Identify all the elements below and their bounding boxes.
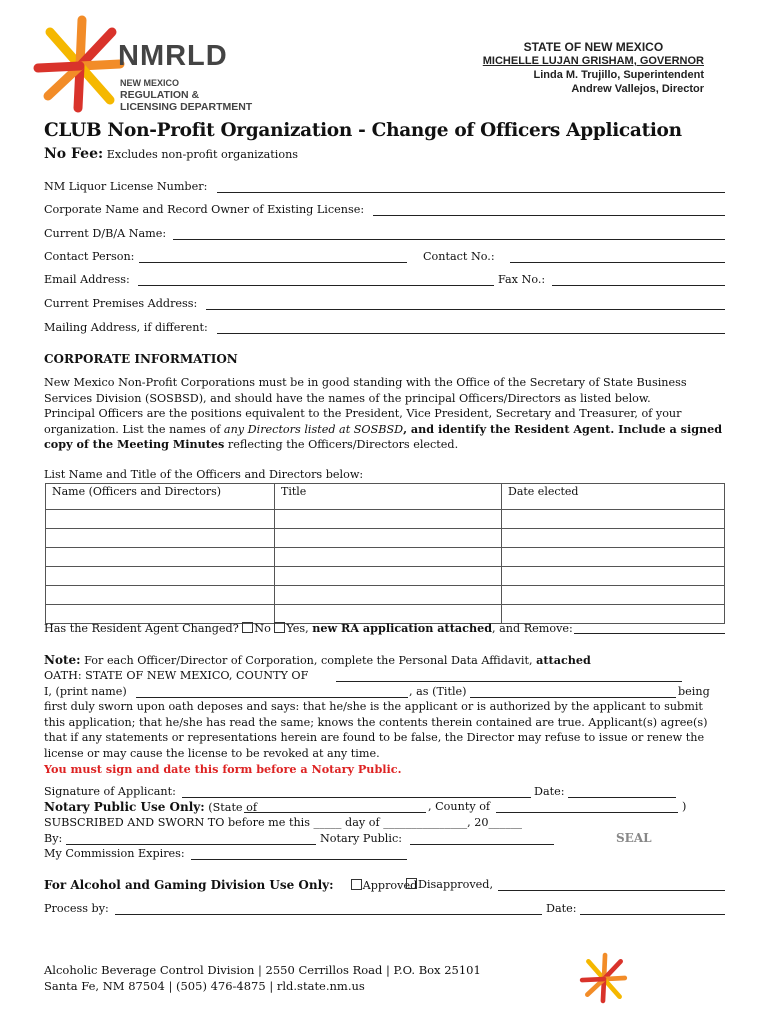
form-title: CLUB Non-Profit Organization - Change of Officers Application xyxy=(44,120,682,141)
county-of-label: , County of xyxy=(428,800,491,813)
process-by-label: Process by: xyxy=(44,902,109,915)
signature-date-label: Date: xyxy=(534,785,565,798)
officers-table xyxy=(45,483,725,624)
starburst-logo-icon xyxy=(30,14,130,114)
email-label: Email Address: xyxy=(44,273,130,286)
logo-wordmark: NMRLD xyxy=(118,40,228,72)
oath-line-4: license or may cause the license to be revoked at any time. xyxy=(44,746,380,760)
notary-county-input[interactable] xyxy=(496,800,678,813)
process-date-label: Date: xyxy=(546,902,577,915)
table-header-row xyxy=(46,484,725,510)
corporate-heading: CORPORATE INFORMATION xyxy=(44,352,238,366)
footer-starburst-icon xyxy=(578,952,630,1004)
corporate-line-2: Services Division (SOSBSD), and should have the names of the principal Officers/Directors as listed below. xyxy=(44,391,651,405)
superintendent-name: Linda M. Trujillo, Superintendent xyxy=(533,69,704,81)
commission-input[interactable] xyxy=(191,847,407,860)
premises-address-label: Current Premises Address: xyxy=(44,297,198,310)
mailing-address-input[interactable] xyxy=(217,321,725,334)
disapproved-reason-input[interactable] xyxy=(498,878,725,891)
corporate-name-input[interactable] xyxy=(373,203,725,216)
resident-agent-question: Has the Resident Agent Changed? No Yes, new RA application attached, and Remove: xyxy=(44,621,573,635)
oath-text xyxy=(44,699,708,761)
fax-label: Fax No.: xyxy=(498,273,546,286)
logo-subtitle-3: LICENSING DEPARTMENT xyxy=(120,101,253,113)
mailing-address-label: Mailing Address, if different: xyxy=(44,321,208,334)
note-line: Note: For each Officer/Director of Corporation, complete the Personal Data Affidavit, attached xyxy=(44,653,591,667)
table-row[interactable] xyxy=(46,529,725,548)
corporate-name-label: Corporate Name and Record Owner of Existing License: xyxy=(44,203,365,216)
county-input[interactable] xyxy=(336,669,682,682)
footer-address xyxy=(44,962,481,994)
notary-public-label: Notary Public: xyxy=(320,832,402,845)
division-use-line: For Alcohol and Gaming Division Use Only: Approved xyxy=(44,878,418,892)
signature-date-input[interactable] xyxy=(568,785,676,798)
title-input[interactable] xyxy=(470,685,676,698)
notary-public-input[interactable] xyxy=(410,832,554,845)
oath-line-2: this application; that he/she has read the same; knows the contents therein contained are true. Applicant(s) agree(s) xyxy=(44,715,708,729)
corporate-paragraph xyxy=(44,375,734,453)
process-by-input[interactable] xyxy=(115,902,542,915)
officers-list-label: List Name and Title of the Officers and Directors below: xyxy=(44,468,364,481)
logo-subtitle-2: REGULATION & xyxy=(120,89,200,101)
col-name-header: Name (Officers and Directors) xyxy=(46,484,275,510)
table-row[interactable] xyxy=(46,586,725,605)
director-name: Andrew Vallejos, Director xyxy=(571,83,704,95)
license-number-input[interactable] xyxy=(217,180,725,193)
no-checkbox[interactable] xyxy=(242,622,253,633)
governor-name: MICHELLE LUJAN GRISHAM, GOVERNOR xyxy=(482,55,704,67)
table-row[interactable] xyxy=(46,510,725,529)
contact-person-label: Contact Person: xyxy=(44,250,135,263)
oath-line-1: first duly sworn upon oath deposes and says: that he/she is the applicant or is authorized by the applicant to submit xyxy=(44,700,703,713)
signature-label: Signature of Applicant: xyxy=(44,785,176,798)
table-row[interactable] xyxy=(46,548,725,567)
being-label: being xyxy=(678,685,710,698)
state-name: STATE OF NEW MEXICO xyxy=(523,40,664,54)
notary-warning: You must sign and date this form before a Notary Public. xyxy=(44,762,402,776)
nmrld-logo xyxy=(30,14,270,114)
yes-checkbox[interactable] xyxy=(274,622,285,633)
seal-label: SEAL xyxy=(616,831,652,845)
dba-name-label: Current D/B/A Name: xyxy=(44,227,167,240)
print-name-label: I, (print name) xyxy=(44,685,127,698)
footer-line-2: Santa Fe, NM 87504 | (505) 476-4875 | rld.state.nm.us xyxy=(44,979,365,993)
oath-line-3: that if any statements or representations herein are found to be false, the Director may refuse to issue or renew the xyxy=(44,731,705,745)
header-officials xyxy=(483,40,704,96)
commission-label: My Commission Expires: xyxy=(44,847,185,860)
contact-no-input[interactable] xyxy=(510,250,725,263)
by-input[interactable] xyxy=(66,832,316,845)
fee-text: Excludes non-profit organizations xyxy=(106,148,299,161)
subscribed-line: SUBSCRIBED AND SWORN TO before me this _____ day of _______________, 20______ xyxy=(44,816,523,829)
corporate-line-1: New Mexico Non-Profit Corporations must be in good standing with the Office of the Secretary of State Business xyxy=(44,376,687,389)
corporate-line-5: copy of the Meeting Minutes reflecting the Officers/Directors elected. xyxy=(44,437,459,452)
logo-subtitle-1: NEW MEXICO xyxy=(120,78,180,88)
process-date-input[interactable] xyxy=(580,902,725,915)
by-label: By: xyxy=(44,832,63,845)
approved-checkbox[interactable] xyxy=(351,879,362,890)
notary-state-input[interactable] xyxy=(244,800,426,813)
col-title-header: Title xyxy=(275,484,502,510)
contact-no-label: Contact No.: xyxy=(423,250,495,263)
disapproved-option: Disapproved, xyxy=(406,878,493,891)
premises-address-input[interactable] xyxy=(206,297,725,310)
fee-label: No Fee: xyxy=(44,146,104,162)
remove-agent-input[interactable] xyxy=(574,621,725,634)
fee-note xyxy=(44,146,298,162)
signature-input[interactable] xyxy=(182,785,531,798)
print-name-input[interactable] xyxy=(136,685,408,698)
corporate-line-4: organization. List the names of any Directors listed at SOSBSD, and identify the Resident Agent. Include a signed xyxy=(44,421,723,436)
corporate-line-3: Principal Officers are the positions equivalent to the President, Vice President, Secretary and Treasurer, of your xyxy=(44,407,682,421)
contact-person-input[interactable] xyxy=(139,250,407,263)
oath-county-label: OATH: STATE OF NEW MEXICO, COUNTY OF xyxy=(44,669,309,682)
table-row[interactable] xyxy=(46,567,725,586)
dba-name-input[interactable] xyxy=(173,227,725,240)
fax-input[interactable] xyxy=(552,273,725,286)
disapproved-checkbox[interactable] xyxy=(406,878,417,889)
close-paren: ) xyxy=(682,800,687,813)
col-date-header: Date elected xyxy=(502,484,725,510)
license-number-label: NM Liquor License Number: xyxy=(44,180,208,193)
notary-use-line: Notary Public Use Only: (State of xyxy=(44,800,257,814)
footer-line-1: Alcoholic Beverage Control Division | 2550 Cerrillos Road | P.O. Box 25101 xyxy=(44,963,481,977)
email-input[interactable] xyxy=(138,273,494,286)
as-title-label: , as (Title) xyxy=(409,685,467,698)
